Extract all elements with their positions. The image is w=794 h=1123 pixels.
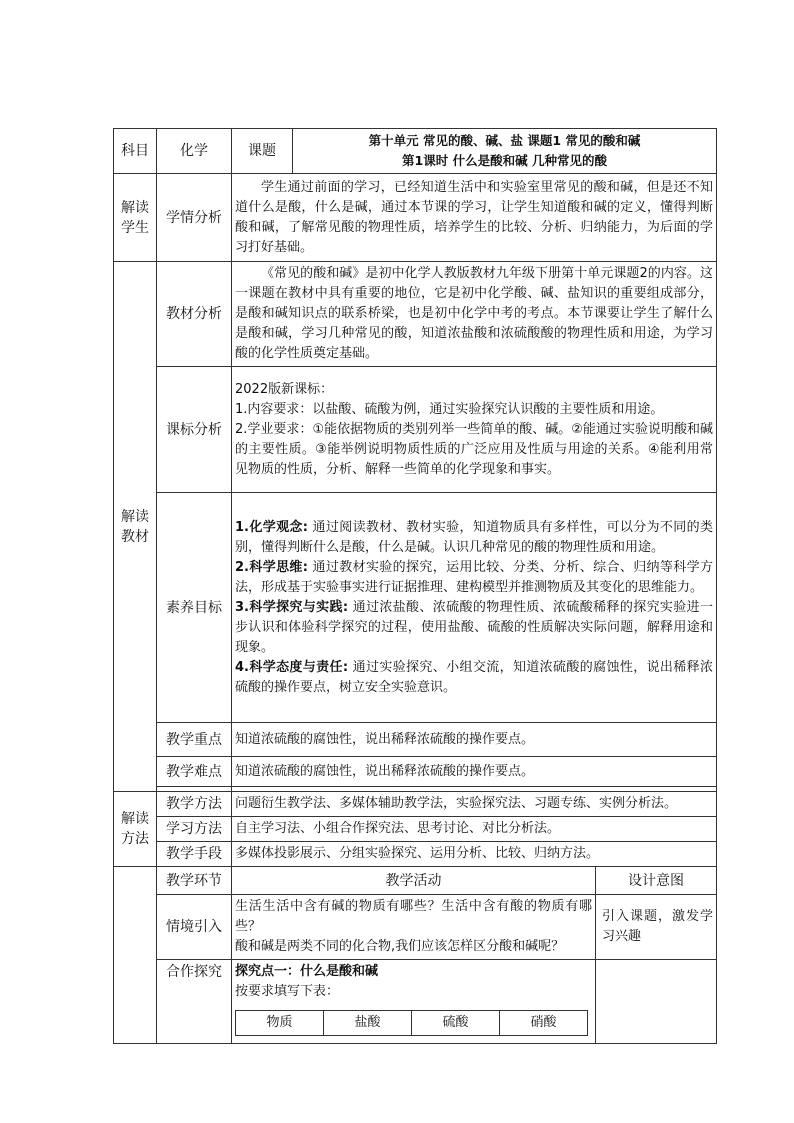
curriculum-line: 1.内容要求：以盐酸、硫酸为例，通过实验探究认识酸的主要性质和用途。: [235, 401, 664, 417]
goal-item: [235, 598, 713, 658]
curriculum-line: 2022版新课标：: [235, 381, 334, 397]
intro-stage: 情境引入: [157, 895, 232, 960]
subject-value: 化学: [157, 129, 232, 174]
intent-header: 设计意图: [596, 867, 717, 895]
textbook-analysis-text: 《常见的酸和碱》是初中化学人教版教材九年级下册第十单元课题2的内容。这一课题在教材中具有重要的地位，它是初中化学酸、碱、盐知识的重要组成部分，是酸和碱知识点的联系桥梁，也是初中化学中考的考点。本节课要让学生了解什么是酸和碱，学习几种常见的酸，知道浓盐酸和浓硫酸酸的物理性质和用途，为学习酸的化学性质奠定基础。: [232, 262, 717, 367]
goal-item: [235, 658, 713, 698]
teaching-method-text: 问题衍生教学法、多媒体辅助教学法，实验探究法、习题专练、实例分析法。: [232, 792, 717, 817]
curriculum-analysis-text: [232, 367, 717, 493]
explore-stage: 合作探究: [157, 960, 232, 1044]
goal-body: 通过实验探究、小组交流，知道浓硫酸的腐蚀性，说出稀释浓硫酸的操作要点，树立安全实验意识。: [235, 659, 714, 695]
key-point-text: 知道浓硫酸的腐蚀性，说出稀释浓硫酸的操作要点。: [232, 723, 717, 757]
explore-intent: [596, 960, 717, 1044]
explore-instruction: 按要求填写下表：: [235, 984, 340, 999]
student-analysis-label: 学情分析: [157, 174, 232, 262]
goal-head: 3.科学探究与实践:: [235, 599, 349, 615]
goal-body: 通过浓盐酸、浓硫酸的物理性质、浓硫酸稀释的探究实验进一步认识和体验科学探究的过程，使用盐酸、硫酸的性质解决实际问题，解释用途和现象。: [235, 599, 714, 655]
student-analysis-text: 学生通过前面的学习，已经知道生活中和实验室里常见的酸和碱，但是还不知道什么是酸，什么是碱，通过本节课的学习，让学生知道酸和碱的定义，懂得判断酸和碱，了解常见酸的物理性质，培养学生的比较、分析、归纳能力，为后面的学习打好基础。: [232, 174, 717, 262]
topic-title: [293, 129, 717, 174]
topic-title-line1: 第十单元 常见的酸、碱、盐 课题1 常见的酸和碱: [368, 133, 641, 148]
subject-label: 科目: [114, 129, 157, 174]
goal-item: [235, 518, 713, 558]
explore-activity: [232, 960, 596, 1044]
curriculum-analysis-label: 课标分析: [157, 367, 232, 493]
literacy-goals-text: [232, 493, 717, 723]
substance-header-cell: 硝酸: [500, 1011, 588, 1036]
topic-label: 课题: [232, 129, 293, 174]
substance-header-cell: 盐酸: [324, 1011, 412, 1036]
section-materials: 解读教材: [114, 262, 157, 792]
goal-body: 通过阅读教材、教材实验，知道物质具有多样性，可以分为不同的类别，懂得判断什么是酸，什么是碱。认识几种常见的酸的物理性质和用途。: [235, 519, 714, 555]
curriculum-line: 2.学业要求：①能依据物质的类别列举一些简单的酸、碱。②能通过实验说明酸和碱的主要性质。③能举例说明物质性质的广泛应用及性质与用途的关系。④能利用常见物质的性质，分析、解释一些简单的化学现象和事实。: [235, 421, 714, 477]
section-students: 解读学生: [114, 174, 157, 262]
activity-header: 教学活动: [232, 867, 596, 895]
key-point-label: 教学重点: [157, 723, 232, 757]
section-methods: 解读方法: [114, 792, 157, 867]
intro-question: 酸和碱是两类不同的化合物,我们应该怎样区分酸和碱呢？: [235, 939, 565, 954]
teaching-means-label: 教学手段: [157, 842, 232, 867]
stage-header: 教学环节: [157, 867, 232, 895]
goal-head: 2.科学思维:: [235, 559, 308, 575]
difficulty-label: 教学难点: [157, 757, 232, 787]
learning-method-text: 自主学习法、小组合作探究法、思考讨论、对比分析法。: [232, 817, 717, 842]
substance-table: [235, 1010, 588, 1036]
process-side-cell: [114, 867, 157, 1044]
goal-head: 1.化学观念:: [235, 519, 308, 535]
teaching-means-text: 多媒体投影展示、分组实验探究、运用分析、比较、归纳方法。: [232, 842, 717, 867]
substance-header-cell: 物质: [236, 1011, 324, 1036]
goal-head: 4.科学态度与责任:: [235, 659, 349, 675]
substance-header-cell: 硫酸: [412, 1011, 500, 1036]
intro-intent: 引入课题，激发学习兴趣: [596, 895, 717, 960]
literacy-goals-label: 素养目标: [157, 493, 232, 723]
goal-item: [235, 558, 713, 598]
difficulty-text: 知道浓硫酸的腐蚀性，说出稀释浓硫酸的操作要点。: [232, 757, 717, 787]
topic-title-line2: 第1课时 什么是酸和碱 几种常见的酸: [402, 153, 607, 168]
learning-method-label: 学习方法: [157, 817, 232, 842]
teaching-method-label: 教学方法: [157, 792, 232, 817]
textbook-analysis-label: 教材分析: [157, 262, 232, 367]
lesson-plan-table: [113, 128, 717, 1044]
intro-activity: [232, 895, 596, 960]
explore-point-title: 探究点一：什么是酸和碱: [235, 964, 379, 979]
goal-body: 通过教材实验的探究，运用比较、分类、分析、综合、归纳等科学方法，形成基于实验事实进行证据推理、建构模型并推测物质及其变化的思维能力。: [235, 559, 714, 595]
intro-question: 生活生活中含有碱的物质有哪些？生活中含有酸的物质有哪些？: [235, 899, 592, 934]
